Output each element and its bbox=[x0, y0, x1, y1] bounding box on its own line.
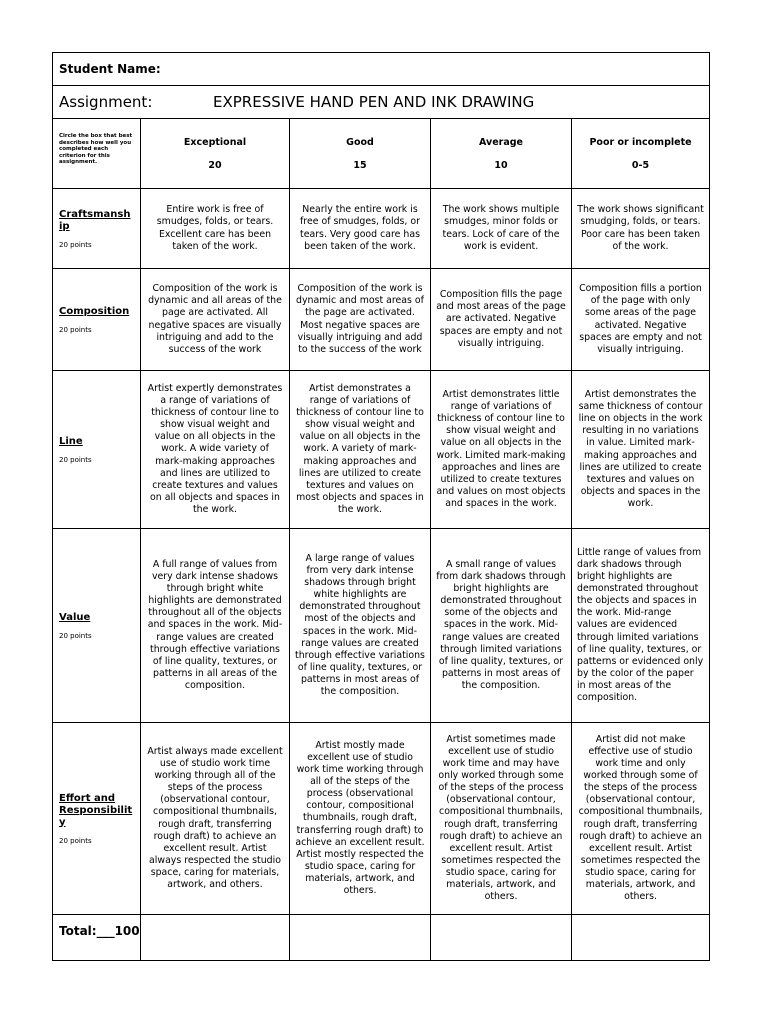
level-label: Exceptional bbox=[183, 137, 247, 148]
criterion-points: 20 points bbox=[59, 455, 92, 464]
rubric-table bbox=[52, 52, 710, 961]
rubric-cell[interactable]: Nearly the entire work is free of smudges, folds, or tears. Very good care has been taken of the work. bbox=[290, 189, 431, 269]
criterion-row-craftsmanship bbox=[53, 189, 710, 269]
criterion-cell bbox=[53, 189, 141, 269]
level-header-average bbox=[431, 119, 572, 189]
rubric-cell[interactable]: Artist demonstrates a range of variations of thickness of contour line to show visual weight and value on all objects in the work. A variety of mark-making approaches and lines are utilized to create textures and values on most objects and spaces in the work. bbox=[290, 371, 431, 529]
criterion-name: Value bbox=[59, 611, 91, 623]
level-points: 10 bbox=[494, 160, 508, 171]
rubric-cell[interactable]: A full range of values from very dark intense shadows through bright white highlights are demonstrated throughout all of the objects and spaces in the work. Mid-range values are created through effective variations of line quality, textures, or patterns in all areas of the composition. bbox=[141, 529, 290, 723]
assignment-row bbox=[53, 86, 710, 119]
rubric-cell[interactable]: Artist expertly demonstrates a range of variations of thickness of contour line to show visual weight and value on all objects in the work. A wide variety of mark-making approaches and lines are utilized to create textures and values on all objects and spaces in the work. bbox=[141, 371, 290, 529]
assignment-title: EXPRESSIVE HAND PEN AND INK DRAWING bbox=[213, 93, 535, 111]
rubric-cell[interactable]: The work shows multiple smudges, minor folds or tears. Lock of care of the work is evident. bbox=[431, 189, 572, 269]
total-blank-cell bbox=[572, 915, 710, 961]
criterion-points: 20 points bbox=[59, 836, 92, 845]
criterion-cell bbox=[53, 723, 141, 915]
rubric-cell[interactable]: Artist mostly made excellent use of studio work time working through all of the steps of the process (observational contour, compositional thumbnails, rough draft, transferring rough draft) to achieve an excellent result. Artist mostly respected the studio space, caring for materials, artwork, and others. bbox=[290, 723, 431, 915]
total-row bbox=[53, 915, 710, 961]
criterion-row-effort bbox=[53, 723, 710, 915]
rubric-cell[interactable]: Composition of the work is dynamic and most areas of the page are activated. Most negative spaces are visually intriguing and add to the success of the work bbox=[290, 269, 431, 371]
criterion-row-line bbox=[53, 371, 710, 529]
level-points: 20 bbox=[208, 160, 222, 171]
total-blank-cell bbox=[290, 915, 431, 961]
criterion-name: Effort and Responsibilit y bbox=[59, 792, 133, 828]
criterion-cell bbox=[53, 269, 141, 371]
rubric-cell[interactable]: Artist did not make effective use of studio work time and only worked through some of the steps of the process (observational contour, compositional thumbnails, rough draft, transferring rough draft) to achieve an excellent result. Artist sometimes respected the studio space, caring for materials, artwork, and others. bbox=[572, 723, 710, 915]
level-label: Good bbox=[346, 137, 374, 148]
level-label: Poor or incomplete bbox=[589, 137, 692, 148]
rubric-cell[interactable]: Composition of the work is dynamic and all areas of the page are activated. All negative spaces are visually intriguing and add to the success of the work bbox=[141, 269, 290, 371]
criterion-name: Craftsmansh ip bbox=[59, 208, 131, 232]
criterion-name: Composition bbox=[59, 305, 130, 317]
total-blank-cell bbox=[431, 915, 572, 961]
rubric-cell[interactable]: Artist sometimes made excellent use of studio work time and may have only worked through some of the steps of the process (observational contour, compositional thumbnails, rough draft, transferring rough draft) to achieve an excellent result. Artist sometimes respected the studio space, caring for materials, artwork, and others. bbox=[431, 723, 572, 915]
criterion-points: 20 points bbox=[59, 325, 92, 334]
rubric-cell[interactable]: Entire work is free of smudges, folds, or tears. Excellent care has been taken of the work. bbox=[141, 189, 290, 269]
level-points: 0-5 bbox=[631, 160, 650, 171]
criterion-cell bbox=[53, 529, 141, 723]
rubric-cell[interactable]: Composition fills a portion of the page with only some areas of the page activated. Negative spaces are empty and not visually intriguing. bbox=[572, 269, 710, 371]
rubric-sheet bbox=[52, 52, 709, 961]
criterion-points: 20 points bbox=[59, 631, 92, 640]
student-name-label[interactable]: Student Name: bbox=[53, 53, 710, 86]
criterion-row-value bbox=[53, 529, 710, 723]
total-blank-cell bbox=[141, 915, 290, 961]
assignment-label: Assignment: bbox=[59, 93, 153, 111]
level-header-exceptional bbox=[141, 119, 290, 189]
rubric-cell[interactable]: The work shows significant smudging, folds, or tears. Poor care has been taken of the work. bbox=[572, 189, 710, 269]
level-header-poor bbox=[572, 119, 710, 189]
level-points: 15 bbox=[353, 160, 367, 171]
criterion-name: Line bbox=[59, 435, 83, 447]
rubric-cell[interactable]: Artist always made excellent use of studio work time working through all of the steps of the process (observational contour, compositional thumbnails, rough draft, transferring rough draft) to achieve an excellent result. Artist always respected the studio space, caring for materials, artwork, and others. bbox=[141, 723, 290, 915]
criterion-points: 20 points bbox=[59, 240, 92, 249]
level-label: Average bbox=[479, 137, 523, 148]
rubric-cell[interactable]: Artist demonstrates little range of variations of thickness of contour line to show visual weight and value on all objects in the work. Limited mark-making approaches and lines are utilized to create textures and values on most objects and spaces in the work. bbox=[431, 371, 572, 529]
instructions-text: Circle the box that best describes how well you completed each criterion for this assignment. bbox=[53, 119, 141, 189]
rubric-cell[interactable]: A large range of values from very dark intense shadows through bright white highlights are demonstrated throughout most of the objects and spaces in the work. Mid-range values are created through effective variations of line quality, textures, or patterns in most areas of the composition. bbox=[290, 529, 431, 723]
criterion-row-composition bbox=[53, 269, 710, 371]
rubric-cell[interactable]: Artist demonstrates the same thickness of contour line on objects in the work resulting in no variations in value. Limited mark-making approaches and lines are utilized to create textures and values on objects and spaces in the work. bbox=[572, 371, 710, 529]
header-row bbox=[53, 119, 710, 189]
student-name-row bbox=[53, 53, 710, 86]
level-header-good bbox=[290, 119, 431, 189]
rubric-cell[interactable]: A small range of values from dark shadows through bright highlights are demonstrated throughout some of the objects and spaces in the work. Mid-range values are created through limited variations of line quality, textures, or patterns in most areas of the composition. bbox=[431, 529, 572, 723]
total-label[interactable]: Total:___100 bbox=[53, 915, 141, 961]
criterion-cell bbox=[53, 371, 141, 529]
rubric-cell[interactable]: Composition fills the page and most areas of the page are activated. Negative spaces are empty and not visually intriguing. bbox=[431, 269, 572, 371]
rubric-cell[interactable]: Little range of values from dark shadows through bright highlights are demonstrated throughout the objects and spaces in the work. Mid-range values are evidenced through limited variations of line quality, textures, or patterns or evidenced only by the color of the paper in most areas of the composition. bbox=[572, 529, 710, 723]
